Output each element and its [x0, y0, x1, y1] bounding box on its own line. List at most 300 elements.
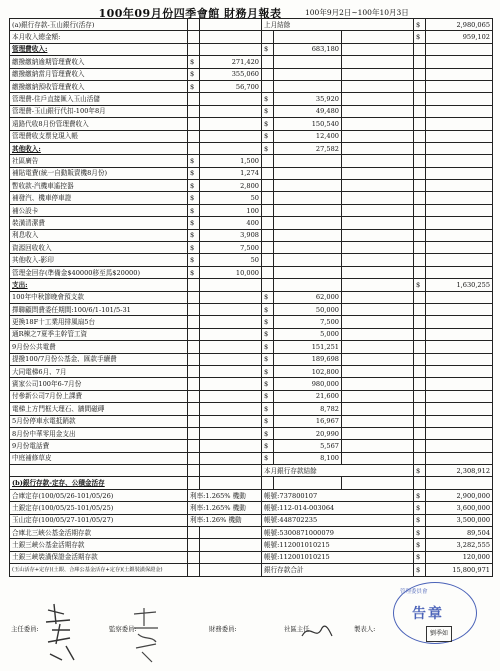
row-label: 玉山定存(100/05/27-101/05/27)	[10, 514, 188, 526]
row-label: 9月份公共電費	[10, 341, 188, 353]
row-amount-b	[274, 31, 342, 43]
row-currency-a: $	[188, 167, 200, 179]
row-amount-a	[200, 43, 262, 55]
row-amount-a	[200, 539, 262, 551]
table-row	[10, 353, 493, 365]
row-label	[10, 465, 188, 477]
row-currency-c: $	[414, 539, 426, 551]
row-label: 管理費收支票兌現入帳	[10, 130, 188, 142]
row-currency-c	[414, 142, 426, 154]
row-currency-c	[414, 56, 426, 68]
row-label: 更換18F十工業用排風扇5台	[10, 316, 188, 328]
row-amount-c: 3,600,000	[426, 502, 493, 514]
row-currency-a	[188, 403, 200, 415]
row-currency-c	[414, 316, 426, 328]
row-currency-a: $	[188, 80, 200, 92]
row-currency-b	[262, 242, 274, 254]
row-currency-b: 帳號:112-014-003064	[262, 502, 414, 514]
row-amount-c	[426, 328, 493, 340]
row-currency-a	[188, 353, 200, 365]
row-currency-c	[414, 229, 426, 241]
financial-table	[9, 18, 493, 577]
row-amount-c	[426, 378, 493, 390]
row-currency-c: $	[414, 502, 426, 514]
row-currency-c	[414, 155, 426, 167]
table-row	[10, 80, 493, 92]
row-amount-c	[426, 204, 493, 216]
row-amount-c	[426, 254, 493, 266]
row-label: 遠路代收8月份管理費收入	[10, 118, 188, 130]
row-currency-b: 帳號:737800107	[262, 489, 414, 501]
row-currency-a	[188, 341, 200, 353]
row-currency-b: $	[262, 427, 274, 439]
row-amount-b: 150,540	[274, 118, 342, 130]
row-label: 100年中秋節晚會預支款	[10, 291, 188, 303]
table-row	[10, 403, 493, 415]
row-amount-b: 16,967	[274, 415, 342, 427]
row-label: 本月收入總金額:	[10, 31, 188, 43]
row-currency-b: $	[262, 365, 274, 377]
row-label: 補貼電費(統一自動販賣機8月份)	[10, 167, 188, 179]
preparer-seal: 劉季如	[426, 626, 452, 642]
row-amount-c	[426, 291, 493, 303]
row-label: 擇聯顧問費委任期間:100/6/1-101/5-31	[10, 303, 188, 315]
table-row	[10, 440, 493, 452]
row-amount-c	[426, 427, 493, 439]
row-currency-a: $	[188, 68, 200, 80]
table-row	[10, 477, 493, 489]
row-currency-a: $	[188, 56, 200, 68]
row-currency-b: 帳號:448702235	[262, 514, 414, 526]
row-amount-b: 35,920	[274, 93, 342, 105]
row-amount-a	[200, 415, 262, 427]
row-note	[342, 56, 414, 68]
row-amount-b	[274, 68, 342, 80]
row-currency-c	[414, 105, 426, 117]
row-amount-c	[426, 192, 493, 204]
row-amount-a: 50	[200, 192, 262, 204]
row-amount-a	[200, 440, 262, 452]
row-note	[342, 105, 414, 117]
row-currency-a: 利率:1.26% 機動	[188, 514, 262, 526]
row-amount-c	[426, 440, 493, 452]
row-currency-a	[188, 564, 200, 576]
table-row	[10, 303, 493, 315]
row-currency-b: 本月銀行存款結餘	[262, 465, 414, 477]
row-currency-a	[188, 452, 200, 464]
row-amount-c	[426, 415, 493, 427]
row-currency-a: 利率:1.265% 機動	[188, 489, 262, 501]
row-amount-c	[426, 452, 493, 464]
row-currency-b: 帳號:112001010215	[262, 551, 414, 563]
row-currency-c: $	[414, 527, 426, 539]
row-currency-a	[188, 427, 200, 439]
table-row	[10, 365, 493, 377]
row-currency-b: 帳號:5300871000079	[262, 527, 414, 539]
row-currency-c: $	[414, 489, 426, 501]
row-currency-a	[188, 440, 200, 452]
row-amount-c	[426, 118, 493, 130]
row-currency-b: $	[262, 43, 274, 55]
row-amount-c	[426, 316, 493, 328]
row-currency-c	[414, 390, 426, 402]
row-note	[342, 155, 414, 167]
row-amount-c	[426, 180, 493, 192]
table-row	[10, 316, 493, 328]
row-currency-b	[262, 155, 274, 167]
row-currency-b: $	[262, 378, 274, 390]
table-row	[10, 31, 493, 43]
row-note	[342, 328, 414, 340]
row-currency-b	[262, 80, 274, 92]
row-note	[342, 316, 414, 328]
row-amount-b: 62,000	[274, 291, 342, 303]
row-currency-a	[188, 130, 200, 142]
row-amount-a	[200, 403, 262, 415]
row-amount-c: 2,980,065	[426, 19, 493, 31]
row-currency-b	[262, 56, 274, 68]
row-currency-b: $	[262, 353, 274, 365]
row-note	[342, 43, 414, 55]
supervisor-signature	[128, 604, 168, 666]
row-amount-c	[426, 105, 493, 117]
row-currency-b: $	[262, 390, 274, 402]
row-amount-a	[200, 93, 262, 105]
row-currency-a	[188, 539, 200, 551]
row-currency-c	[414, 130, 426, 142]
row-amount-a: 10,000	[200, 266, 262, 278]
row-currency-a	[188, 31, 200, 43]
row-amount-b	[274, 229, 342, 241]
row-note	[342, 353, 414, 365]
row-currency-c	[414, 303, 426, 315]
row-amount-b	[274, 180, 342, 192]
row-currency-c: $	[414, 465, 426, 477]
row-label: 資源回收收入	[10, 242, 188, 254]
row-amount-c	[426, 217, 493, 229]
table-row	[10, 328, 493, 340]
row-label: 其他收入:	[10, 142, 188, 154]
row-amount-c: 959,102	[426, 31, 493, 43]
row-label: 利息收入	[10, 229, 188, 241]
row-note	[342, 242, 414, 254]
row-amount-c	[426, 242, 493, 254]
report-date-range: 100年9月2日~100年10月3日	[305, 8, 409, 17]
row-currency-b: $	[262, 118, 274, 130]
report-title: 100年09月份四季會館 財務月報表	[98, 7, 282, 20]
row-currency-b: 上月結餘	[262, 19, 414, 31]
row-amount-b	[274, 155, 342, 167]
row-amount-a: 1,274	[200, 167, 262, 179]
row-currency-b	[262, 192, 274, 204]
row-note	[342, 303, 414, 315]
table-row	[10, 279, 493, 291]
table-row	[10, 167, 493, 179]
row-note	[342, 477, 414, 489]
table-row	[10, 564, 493, 576]
row-currency-b	[262, 204, 274, 216]
row-currency-b	[262, 217, 274, 229]
row-note	[342, 192, 414, 204]
row-label: (b)銀行存款-定存、公積金活存	[10, 477, 188, 489]
row-label: 中庭補修草皮	[10, 452, 188, 464]
row-note	[342, 254, 414, 266]
row-currency-a	[188, 19, 200, 31]
row-note	[342, 341, 414, 353]
row-currency-a	[188, 93, 200, 105]
row-amount-c	[426, 390, 493, 402]
row-amount-a	[200, 564, 262, 576]
row-amount-b	[274, 242, 342, 254]
row-amount-a	[200, 291, 262, 303]
row-currency-a	[188, 390, 200, 402]
row-amount-a	[200, 390, 262, 402]
row-amount-c	[426, 303, 493, 315]
row-label: 8月份中華零用金支出	[10, 427, 188, 439]
row-amount-c	[426, 43, 493, 55]
row-label: 9月份電話費	[10, 440, 188, 452]
table-row	[10, 452, 493, 464]
row-amount-c: 15,800,971	[426, 564, 493, 576]
row-amount-c	[426, 80, 493, 92]
row-amount-b	[274, 266, 342, 278]
row-label: (a)銀行存款-玉山銀行(活存)	[10, 19, 188, 31]
row-currency-a: $	[188, 180, 200, 192]
row-label: 補公設卡	[10, 204, 188, 216]
table-row	[10, 142, 493, 154]
row-note	[342, 167, 414, 179]
table-row	[10, 341, 493, 353]
row-amount-b: 20,990	[274, 427, 342, 439]
row-currency-b: $	[262, 142, 274, 154]
table-row	[10, 390, 493, 402]
row-amount-a: 3,908	[200, 229, 262, 241]
row-currency-c	[414, 242, 426, 254]
table-row	[10, 427, 493, 439]
row-amount-c	[426, 155, 493, 167]
row-label: 暫收款-汽機車遙控器	[10, 180, 188, 192]
row-amount-b: 683,180	[274, 43, 342, 55]
row-currency-b: $	[262, 328, 274, 340]
row-amount-a	[200, 105, 262, 117]
row-currency-b: 銀行存款合計	[262, 564, 414, 576]
row-currency-a: $	[188, 204, 200, 216]
row-amount-b: 5,000	[274, 328, 342, 340]
row-currency-c	[414, 415, 426, 427]
row-currency-b: $	[262, 415, 274, 427]
row-amount-a: 2,800	[200, 180, 262, 192]
row-currency-a: $	[188, 192, 200, 204]
table-row	[10, 105, 493, 117]
row-currency-c	[414, 403, 426, 415]
row-label: 管理費-玉山銀行代扣-100年8月	[10, 105, 188, 117]
row-label: 付參新公司7月份上課費	[10, 390, 188, 402]
row-amount-a	[200, 303, 262, 315]
row-note	[342, 427, 414, 439]
row-currency-a: $	[188, 254, 200, 266]
row-amount-a	[200, 365, 262, 377]
row-note	[342, 142, 414, 154]
row-note	[342, 93, 414, 105]
row-amount-a	[200, 19, 262, 31]
row-currency-a: $	[188, 217, 200, 229]
row-currency-a: $	[188, 266, 200, 278]
row-amount-c: 2,308,912	[426, 465, 493, 477]
table-row	[10, 19, 493, 31]
row-currency-b: $	[262, 130, 274, 142]
row-amount-b: 5,567	[274, 440, 342, 452]
row-amount-c: 120,000	[426, 551, 493, 563]
row-amount-a	[200, 31, 262, 43]
row-amount-c: 3,282,555	[426, 539, 493, 551]
row-label: 支出:	[10, 279, 188, 291]
row-amount-c: 89,504	[426, 527, 493, 539]
row-label: 管理費-住戶直接匯入玉山活儲	[10, 93, 188, 105]
table-row	[10, 217, 493, 229]
row-currency-c	[414, 180, 426, 192]
stamp-text: 告章	[412, 606, 444, 622]
table-row	[10, 56, 493, 68]
row-currency-c	[414, 328, 426, 340]
row-currency-a	[188, 365, 200, 377]
table-row	[10, 43, 493, 55]
row-currency-c	[414, 204, 426, 216]
director-signature	[40, 600, 100, 666]
row-note	[342, 378, 414, 390]
row-currency-c	[414, 378, 426, 390]
row-amount-a: 100	[200, 204, 262, 216]
row-currency-b: $	[262, 341, 274, 353]
row-amount-a: 400	[200, 217, 262, 229]
row-label: 大同電梯6月、7月	[10, 365, 188, 377]
row-note	[342, 279, 414, 291]
row-amount-a	[200, 279, 262, 291]
table-row	[10, 130, 493, 142]
preparer-label: 製表人:	[354, 625, 376, 633]
row-currency-c	[414, 440, 426, 452]
row-amount-a: 56,700	[200, 80, 262, 92]
row-currency-b	[262, 279, 274, 291]
row-currency-c	[414, 254, 426, 266]
row-label: 賓家公司100年6-7月份	[10, 378, 188, 390]
row-amount-c	[426, 365, 493, 377]
row-amount-b: 7,500	[274, 316, 342, 328]
row-currency-c	[414, 266, 426, 278]
row-amount-b	[274, 80, 342, 92]
table-row	[10, 93, 493, 105]
row-amount-b: 189,698	[274, 353, 342, 365]
row-label: (玉山活存+定存)(土銀、合庫公基金活存+定存)(土銀裝潢保證金)	[10, 564, 188, 576]
row-currency-b: $	[262, 303, 274, 315]
row-note	[342, 440, 414, 452]
row-currency-c	[414, 167, 426, 179]
row-amount-a	[200, 465, 262, 477]
row-note	[342, 291, 414, 303]
stamp-ring-text: 管理委員會	[400, 589, 428, 595]
row-currency-a	[188, 303, 200, 315]
row-currency-c: $	[414, 551, 426, 563]
row-currency-a	[188, 551, 200, 563]
row-amount-c	[426, 142, 493, 154]
row-amount-b: 980,000	[274, 378, 342, 390]
row-label: 管理費收入:	[10, 43, 188, 55]
row-currency-a	[188, 43, 200, 55]
row-currency-a	[188, 415, 200, 427]
table-row	[10, 415, 493, 427]
row-amount-a: 271,420	[200, 56, 262, 68]
row-note	[342, 229, 414, 241]
table-row	[10, 489, 493, 501]
row-note	[342, 403, 414, 415]
row-label: 社區廣告	[10, 155, 188, 167]
row-currency-c	[414, 217, 426, 229]
row-amount-c	[426, 353, 493, 365]
finance-label: 財務委員:	[209, 625, 237, 633]
row-amount-b: 50,000	[274, 303, 342, 315]
row-label: 提撥100/7月份公基金、匯款手續費	[10, 353, 188, 365]
manager-label: 社區主任	[284, 625, 310, 633]
row-label: 繳撥繳納當月管理費收入	[10, 68, 188, 80]
row-currency-a	[188, 316, 200, 328]
row-label: 合庫北三峽公基金活期存款	[10, 527, 188, 539]
table-row	[10, 118, 493, 130]
table-row	[10, 204, 493, 216]
row-currency-b: $	[262, 93, 274, 105]
row-amount-b: 12,400	[274, 130, 342, 142]
row-amount-a	[200, 118, 262, 130]
row-amount-a: 1,500	[200, 155, 262, 167]
row-currency-a	[188, 118, 200, 130]
row-amount-c	[426, 266, 493, 278]
row-amount-a: 50	[200, 254, 262, 266]
row-currency-c	[414, 341, 426, 353]
row-currency-a	[188, 279, 200, 291]
row-amount-a	[200, 316, 262, 328]
row-amount-c	[426, 56, 493, 68]
table-row	[10, 527, 493, 539]
supervisor-label: 監察委員:	[109, 625, 137, 633]
row-currency-c	[414, 43, 426, 55]
row-label: 繳撥繳納預收管理費收入	[10, 80, 188, 92]
row-currency-a	[188, 477, 200, 489]
row-amount-b	[274, 167, 342, 179]
row-amount-c	[426, 229, 493, 241]
row-currency-b	[262, 229, 274, 241]
row-currency-c	[414, 452, 426, 464]
row-amount-a	[200, 452, 262, 464]
row-amount-a	[200, 142, 262, 154]
row-currency-b: $	[262, 105, 274, 117]
table-row	[10, 291, 493, 303]
row-amount-c	[426, 93, 493, 105]
row-currency-c: $	[414, 31, 426, 43]
row-amount-b: 21,600	[274, 390, 342, 402]
row-note	[342, 180, 414, 192]
manager-signature	[300, 620, 334, 644]
row-note	[342, 217, 414, 229]
table-row	[10, 229, 493, 241]
table-row	[10, 242, 493, 254]
row-currency-c	[414, 291, 426, 303]
row-label: 管理金回存(準備金$40000移至馬$20000)	[10, 266, 188, 278]
row-note	[342, 452, 414, 464]
row-label: 合庫定存(100/05/26-101/05/26)	[10, 489, 188, 501]
row-amount-c	[426, 130, 493, 142]
row-label: 補發汽、機車停車證	[10, 192, 188, 204]
row-currency-c	[414, 192, 426, 204]
table-row	[10, 539, 493, 551]
row-currency-c	[414, 118, 426, 130]
